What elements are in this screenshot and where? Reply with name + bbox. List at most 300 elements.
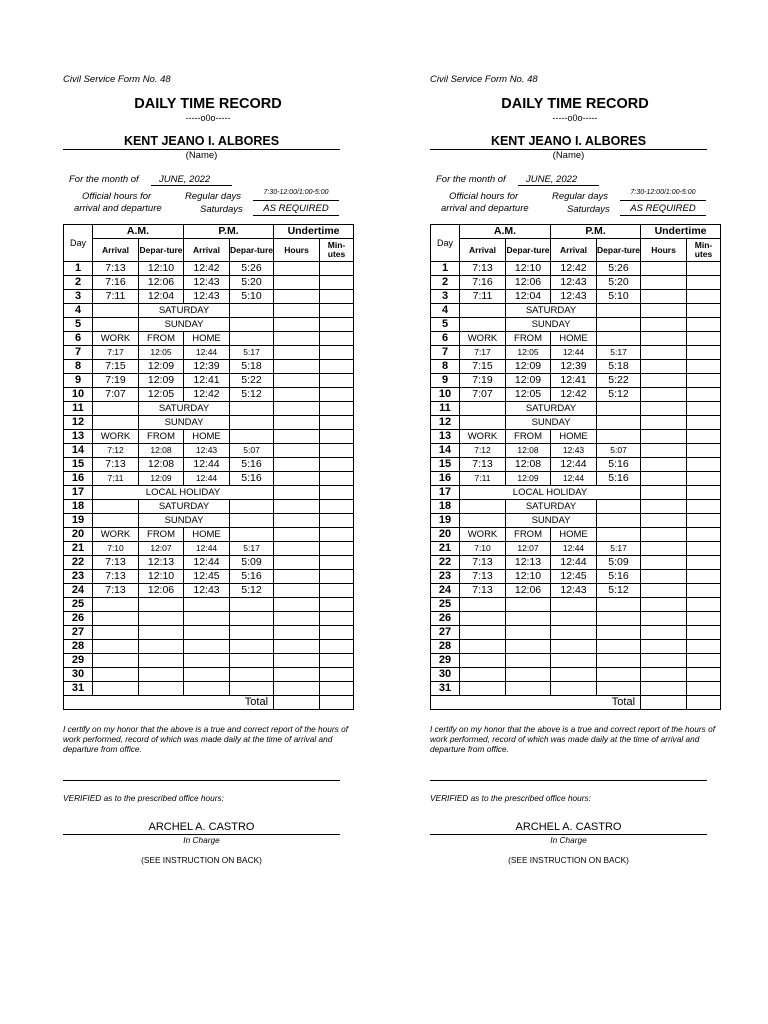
day-number: 5	[431, 318, 460, 332]
table-row	[431, 612, 721, 626]
undertime-minutes-cell	[320, 290, 354, 304]
pm-arrival-cell: 12:43	[184, 276, 230, 290]
day-number: 1	[431, 262, 460, 276]
undertime-minutes-cell	[320, 458, 354, 472]
pm-arrival-header: Arrival	[184, 239, 230, 262]
empty-cell	[93, 402, 139, 416]
in-charge-name: ARCHEL A. CASTRO	[63, 820, 340, 835]
table-row	[431, 542, 721, 556]
undertime-hours-cell	[641, 598, 687, 612]
day-number: 30	[64, 668, 93, 682]
undertime-hours-cell	[641, 318, 687, 332]
pm-departure-cell: 5:16	[230, 472, 274, 486]
pm-departure-cell: 5:18	[597, 360, 641, 374]
am-header: A.M.	[93, 225, 184, 239]
day-number: 15	[431, 458, 460, 472]
undertime-minutes-cell	[687, 486, 721, 500]
table-row	[64, 276, 354, 290]
official-hours	[430, 190, 720, 224]
undertime-minutes-cell	[687, 598, 721, 612]
pm-departure-cell: 5:07	[597, 444, 641, 458]
undertime-hours-cell	[641, 542, 687, 556]
table-row	[64, 290, 354, 304]
day-number: 18	[64, 500, 93, 514]
am-departure-cell	[506, 626, 551, 640]
pm-arrival-cell: 12:42	[184, 388, 230, 402]
day-number: 14	[431, 444, 460, 458]
pm-departure-cell: 5:09	[230, 556, 274, 570]
am-departure-cell: 12:05	[506, 346, 551, 360]
table-row	[64, 570, 354, 584]
undertime-minutes-cell	[687, 416, 721, 430]
time-record-table	[63, 224, 354, 710]
day-number: 4	[431, 304, 460, 318]
regular-days-value: 7:30-12:00/1:00-5:00	[253, 189, 339, 201]
empty-cell	[597, 304, 641, 318]
undertime-minutes-cell	[320, 640, 354, 654]
pm-departure-cell: 5:16	[597, 472, 641, 486]
am-departure-cell: 12:09	[139, 472, 184, 486]
undertime-minutes-cell	[687, 542, 721, 556]
undertime-minutes-cell	[320, 318, 354, 332]
undertime-minutes-cell	[687, 332, 721, 346]
verified-label: VERIFIED as to the prescribed office hours:	[63, 793, 224, 803]
form-title: DAILY TIME RECORD	[134, 96, 282, 112]
empty-cell	[93, 500, 139, 514]
am-arrival-cell: 7:19	[93, 374, 139, 388]
day-number: 25	[431, 598, 460, 612]
pm-arrival-cell: HOME	[551, 528, 597, 542]
undertime-hours-cell	[641, 458, 687, 472]
total-minutes	[320, 696, 354, 710]
in-charge-label: In Charge	[183, 835, 220, 845]
pm-departure-cell	[597, 668, 641, 682]
day-number: 29	[431, 654, 460, 668]
day-number: 8	[64, 360, 93, 374]
am-departure-cell: 12:08	[139, 458, 184, 472]
total-minutes	[687, 696, 721, 710]
pm-arrival-cell	[184, 612, 230, 626]
am-arrival-cell: 7:13	[93, 584, 139, 598]
undertime-minutes-cell	[687, 290, 721, 304]
table-row	[431, 290, 721, 304]
pm-arrival-cell	[551, 612, 597, 626]
am-arrival-cell: WORK	[93, 332, 139, 346]
am-departure-cell: 12:06	[506, 276, 551, 290]
undertime-minutes-cell	[320, 668, 354, 682]
pm-departure-cell	[230, 654, 274, 668]
time-record-table	[430, 224, 721, 710]
table-row	[431, 682, 721, 696]
undertime-hours-cell	[641, 682, 687, 696]
am-arrival-header: Arrival	[93, 239, 139, 262]
total-hours	[641, 696, 687, 710]
official-hours-label-1: Official hours for	[449, 191, 519, 202]
day-number: 15	[64, 458, 93, 472]
undertime-hours-cell	[641, 668, 687, 682]
undertime-minutes-cell	[320, 332, 354, 346]
undertime-hours-cell	[274, 654, 320, 668]
undertime-hours-cell	[274, 262, 320, 276]
official-hours-label-2: arrival and departure	[441, 203, 529, 214]
undertime-hours-cell	[641, 514, 687, 528]
pm-arrival-cell: 12:45	[551, 570, 597, 584]
undertime-hours-cell	[641, 500, 687, 514]
pm-arrival-cell	[184, 640, 230, 654]
pm-arrival-cell: 12:41	[551, 374, 597, 388]
form-number: Civil Service Form No. 48	[63, 74, 171, 85]
am-arrival-cell: 7:17	[460, 346, 506, 360]
pm-departure-cell: 5:09	[597, 556, 641, 570]
undertime-hours-cell	[641, 262, 687, 276]
empty-cell	[597, 402, 641, 416]
day-number: 7	[431, 346, 460, 360]
undertime-hours-cell	[274, 318, 320, 332]
am-arrival-cell: 7:11	[93, 290, 139, 304]
am-arrival-cell	[460, 626, 506, 640]
day-number: 19	[431, 514, 460, 528]
day-number: 10	[64, 388, 93, 402]
undertime-minutes-cell	[320, 262, 354, 276]
table-row	[64, 640, 354, 654]
pm-arrival-cell	[551, 668, 597, 682]
undertime-minutes-cell	[687, 430, 721, 444]
day-note: SUNDAY	[139, 514, 230, 528]
am-departure-cell	[506, 640, 551, 654]
day-note: SUNDAY	[139, 318, 230, 332]
day-number: 23	[64, 570, 93, 584]
day-number: 23	[431, 570, 460, 584]
day-number: 6	[431, 332, 460, 346]
day-number: 12	[431, 416, 460, 430]
pm-arrival-cell: HOME	[184, 430, 230, 444]
pm-departure-cell	[230, 668, 274, 682]
am-arrival-cell: 7:13	[460, 584, 506, 598]
day-number: 18	[431, 500, 460, 514]
day-number: 31	[64, 682, 93, 696]
undertime-hours-cell	[274, 472, 320, 486]
am-arrival-cell	[93, 640, 139, 654]
undertime-minutes-cell	[687, 262, 721, 276]
undertime-hours-cell	[274, 416, 320, 430]
undertime-minutes-cell	[687, 402, 721, 416]
undertime-minutes-cell	[320, 388, 354, 402]
undertime-hours-cell	[274, 486, 320, 500]
table-row	[64, 598, 354, 612]
undertime-minutes-cell	[687, 458, 721, 472]
table-row	[431, 444, 721, 458]
am-departure-cell	[139, 598, 184, 612]
empty-cell	[230, 402, 274, 416]
saturdays-label: Saturdays	[567, 204, 610, 215]
table-row	[431, 654, 721, 668]
day-number: 31	[431, 682, 460, 696]
day-number: 11	[431, 402, 460, 416]
day-number: 6	[64, 332, 93, 346]
pm-arrival-cell: 12:39	[184, 360, 230, 374]
empty-cell	[93, 318, 139, 332]
am-departure-cell	[506, 612, 551, 626]
pm-departure-cell: 5:17	[597, 346, 641, 360]
day-number: 24	[64, 584, 93, 598]
table-row	[64, 458, 354, 472]
day-number: 27	[431, 626, 460, 640]
am-arrival-cell: 7:07	[460, 388, 506, 402]
undertime-hours-cell	[641, 584, 687, 598]
undertime-minutes-cell	[687, 360, 721, 374]
am-arrival-cell: 7:13	[93, 262, 139, 276]
table-row	[64, 654, 354, 668]
undertime-minutes-cell	[687, 444, 721, 458]
day-number: 28	[431, 640, 460, 654]
table-row	[64, 304, 354, 318]
pm-arrival-cell	[184, 626, 230, 640]
am-departure-cell: 12:05	[139, 346, 184, 360]
pm-departure-cell	[597, 654, 641, 668]
table-row	[431, 598, 721, 612]
pm-departure-cell: 5:17	[597, 542, 641, 556]
pm-arrival-cell: 12:44	[184, 458, 230, 472]
day-number: 5	[64, 318, 93, 332]
am-arrival-cell: 7:13	[93, 556, 139, 570]
am-arrival-cell: 7:13	[460, 570, 506, 584]
am-arrival-cell: 7:11	[93, 472, 139, 486]
am-arrival-cell: 7:13	[93, 570, 139, 584]
am-arrival-cell	[93, 612, 139, 626]
undertime-minutes-cell	[320, 276, 354, 290]
am-arrival-cell: 7:13	[460, 262, 506, 276]
am-departure-cell	[139, 654, 184, 668]
day-note: SATURDAY	[139, 304, 230, 318]
undertime-hours-cell	[274, 444, 320, 458]
table-row	[64, 500, 354, 514]
table-row	[64, 486, 354, 500]
pm-departure-cell: 5:17	[230, 542, 274, 556]
undertime-hours-cell	[274, 458, 320, 472]
undertime-hours-cell	[274, 276, 320, 290]
table-row	[431, 528, 721, 542]
day-number: 7	[64, 346, 93, 360]
undertime-minutes-cell	[687, 584, 721, 598]
undertime-minutes-cell	[687, 612, 721, 626]
form-title: DAILY TIME RECORD	[501, 96, 649, 112]
undertime-hours-cell	[274, 570, 320, 584]
day-number: 9	[431, 374, 460, 388]
day-number: 4	[64, 304, 93, 318]
undertime-minutes-cell	[687, 668, 721, 682]
table-row	[431, 374, 721, 388]
table-row	[431, 360, 721, 374]
form-number: Civil Service Form No. 48	[430, 74, 538, 85]
am-departure-cell: 12:04	[139, 290, 184, 304]
am-arrival-header: Arrival	[460, 239, 506, 262]
undertime-minutes-cell	[687, 626, 721, 640]
pm-arrival-cell: 12:43	[184, 584, 230, 598]
hours-header: Hours	[274, 239, 320, 262]
undertime-minutes-cell	[320, 654, 354, 668]
empty-cell	[230, 514, 274, 528]
pm-departure-header: Depar-ture	[230, 239, 274, 262]
empty-cell	[230, 318, 274, 332]
table-row	[431, 318, 721, 332]
day-number: 26	[431, 612, 460, 626]
day-note: SATURDAY	[506, 304, 597, 318]
am-departure-cell: FROM	[506, 332, 551, 346]
undertime-hours-cell	[641, 276, 687, 290]
am-arrival-cell	[93, 626, 139, 640]
am-departure-cell	[139, 626, 184, 640]
table-row	[64, 388, 354, 402]
pm-departure-cell: 5:10	[230, 290, 274, 304]
day-number: 13	[431, 430, 460, 444]
table-row	[431, 276, 721, 290]
undertime-minutes-cell	[320, 626, 354, 640]
undertime-hours-cell	[274, 598, 320, 612]
undertime-minutes-cell	[320, 472, 354, 486]
table-row	[431, 430, 721, 444]
undertime-minutes-cell	[320, 486, 354, 500]
undertime-hours-cell	[274, 346, 320, 360]
undertime-hours-cell	[274, 332, 320, 346]
pm-departure-cell	[597, 598, 641, 612]
empty-cell	[460, 402, 506, 416]
total-hours	[274, 696, 320, 710]
instruction-note: (SEE INSTRUCTION ON BACK)	[141, 855, 262, 865]
day-number: 11	[64, 402, 93, 416]
undertime-hours-cell	[274, 514, 320, 528]
day-number: 1	[64, 262, 93, 276]
pm-arrival-cell	[551, 626, 597, 640]
month-label: For the month of	[69, 174, 139, 185]
undertime-minutes-cell	[687, 654, 721, 668]
pm-arrival-cell: 12:44	[551, 458, 597, 472]
pm-departure-cell	[597, 640, 641, 654]
table-row	[64, 262, 354, 276]
day-number: 21	[431, 542, 460, 556]
pm-arrival-cell: HOME	[184, 528, 230, 542]
undertime-minutes-cell	[687, 640, 721, 654]
pm-arrival-cell: 12:44	[551, 556, 597, 570]
pm-arrival-cell: 12:39	[551, 360, 597, 374]
undertime-minutes-cell	[320, 346, 354, 360]
undertime-hours-cell	[641, 388, 687, 402]
pm-departure-cell: 5:12	[230, 584, 274, 598]
am-departure-cell: 12:08	[506, 458, 551, 472]
day-note: SUNDAY	[139, 416, 230, 430]
am-arrival-cell	[93, 654, 139, 668]
am-departure-cell	[139, 640, 184, 654]
am-arrival-cell: 7:10	[93, 542, 139, 556]
undertime-minutes-cell	[320, 304, 354, 318]
pm-departure-cell: 5:17	[230, 346, 274, 360]
pm-arrival-cell: HOME	[551, 430, 597, 444]
am-departure-cell: 12:08	[139, 444, 184, 458]
am-departure-cell: 12:07	[139, 542, 184, 556]
am-departure-header: Depar-ture	[139, 239, 184, 262]
pm-departure-header: Depar-ture	[597, 239, 641, 262]
undertime-minutes-cell	[320, 682, 354, 696]
undertime-minutes-cell	[320, 444, 354, 458]
pm-arrival-cell	[551, 598, 597, 612]
am-departure-cell: 12:09	[139, 360, 184, 374]
pm-departure-cell	[597, 430, 641, 444]
pm-arrival-cell	[551, 640, 597, 654]
am-departure-cell	[139, 682, 184, 696]
undertime-minutes-cell	[320, 584, 354, 598]
day-note: LOCAL HOLIDAY	[93, 486, 274, 500]
undertime-hours-cell	[274, 430, 320, 444]
empty-cell	[230, 416, 274, 430]
undertime-hours-cell	[274, 542, 320, 556]
table-row	[431, 556, 721, 570]
undertime-hours-cell	[274, 668, 320, 682]
am-arrival-cell	[93, 668, 139, 682]
table-row	[64, 612, 354, 626]
day-number: 30	[431, 668, 460, 682]
pm-departure-cell: 5:10	[597, 290, 641, 304]
am-arrival-cell: 7:12	[460, 444, 506, 458]
am-arrival-cell	[460, 640, 506, 654]
undertime-minutes-cell	[687, 556, 721, 570]
am-arrival-cell: 7:16	[460, 276, 506, 290]
day-number: 19	[64, 514, 93, 528]
pm-arrival-cell: 12:42	[551, 262, 597, 276]
day-number: 16	[64, 472, 93, 486]
undertime-header: Undertime	[274, 225, 354, 239]
table-row	[64, 584, 354, 598]
undertime-header: Undertime	[641, 225, 721, 239]
empty-cell	[597, 318, 641, 332]
empty-cell	[460, 304, 506, 318]
am-departure-cell: 12:13	[506, 556, 551, 570]
pm-departure-cell: 5:26	[230, 262, 274, 276]
table-row	[64, 402, 354, 416]
table-row	[431, 388, 721, 402]
empty-cell	[93, 416, 139, 430]
day-header: Day	[64, 225, 93, 262]
pm-departure-cell	[230, 332, 274, 346]
day-number: 3	[431, 290, 460, 304]
undertime-minutes-cell	[320, 612, 354, 626]
undertime-minutes-cell	[687, 388, 721, 402]
table-row	[431, 668, 721, 682]
undertime-minutes-cell	[320, 500, 354, 514]
day-number: 24	[431, 584, 460, 598]
empty-cell	[93, 304, 139, 318]
table-row	[431, 500, 721, 514]
pm-header: P.M.	[551, 225, 641, 239]
table-row	[431, 402, 721, 416]
undertime-hours-cell	[274, 640, 320, 654]
undertime-hours-cell	[641, 640, 687, 654]
undertime-hours-cell	[274, 584, 320, 598]
day-number: 25	[64, 598, 93, 612]
am-arrival-cell: 7:07	[93, 388, 139, 402]
am-departure-cell: 12:04	[506, 290, 551, 304]
pm-departure-cell: 5:18	[230, 360, 274, 374]
title-separator: -----o0o-----	[552, 113, 598, 123]
am-arrival-cell	[460, 598, 506, 612]
am-arrival-cell	[460, 654, 506, 668]
am-arrival-cell	[460, 682, 506, 696]
pm-arrival-cell	[551, 682, 597, 696]
pm-departure-cell: 5:16	[597, 458, 641, 472]
saturdays-value: AS REQUIRED	[253, 203, 339, 216]
day-number: 22	[431, 556, 460, 570]
am-arrival-cell: 7:17	[93, 346, 139, 360]
am-departure-cell: 12:06	[139, 276, 184, 290]
am-arrival-cell: WORK	[93, 528, 139, 542]
